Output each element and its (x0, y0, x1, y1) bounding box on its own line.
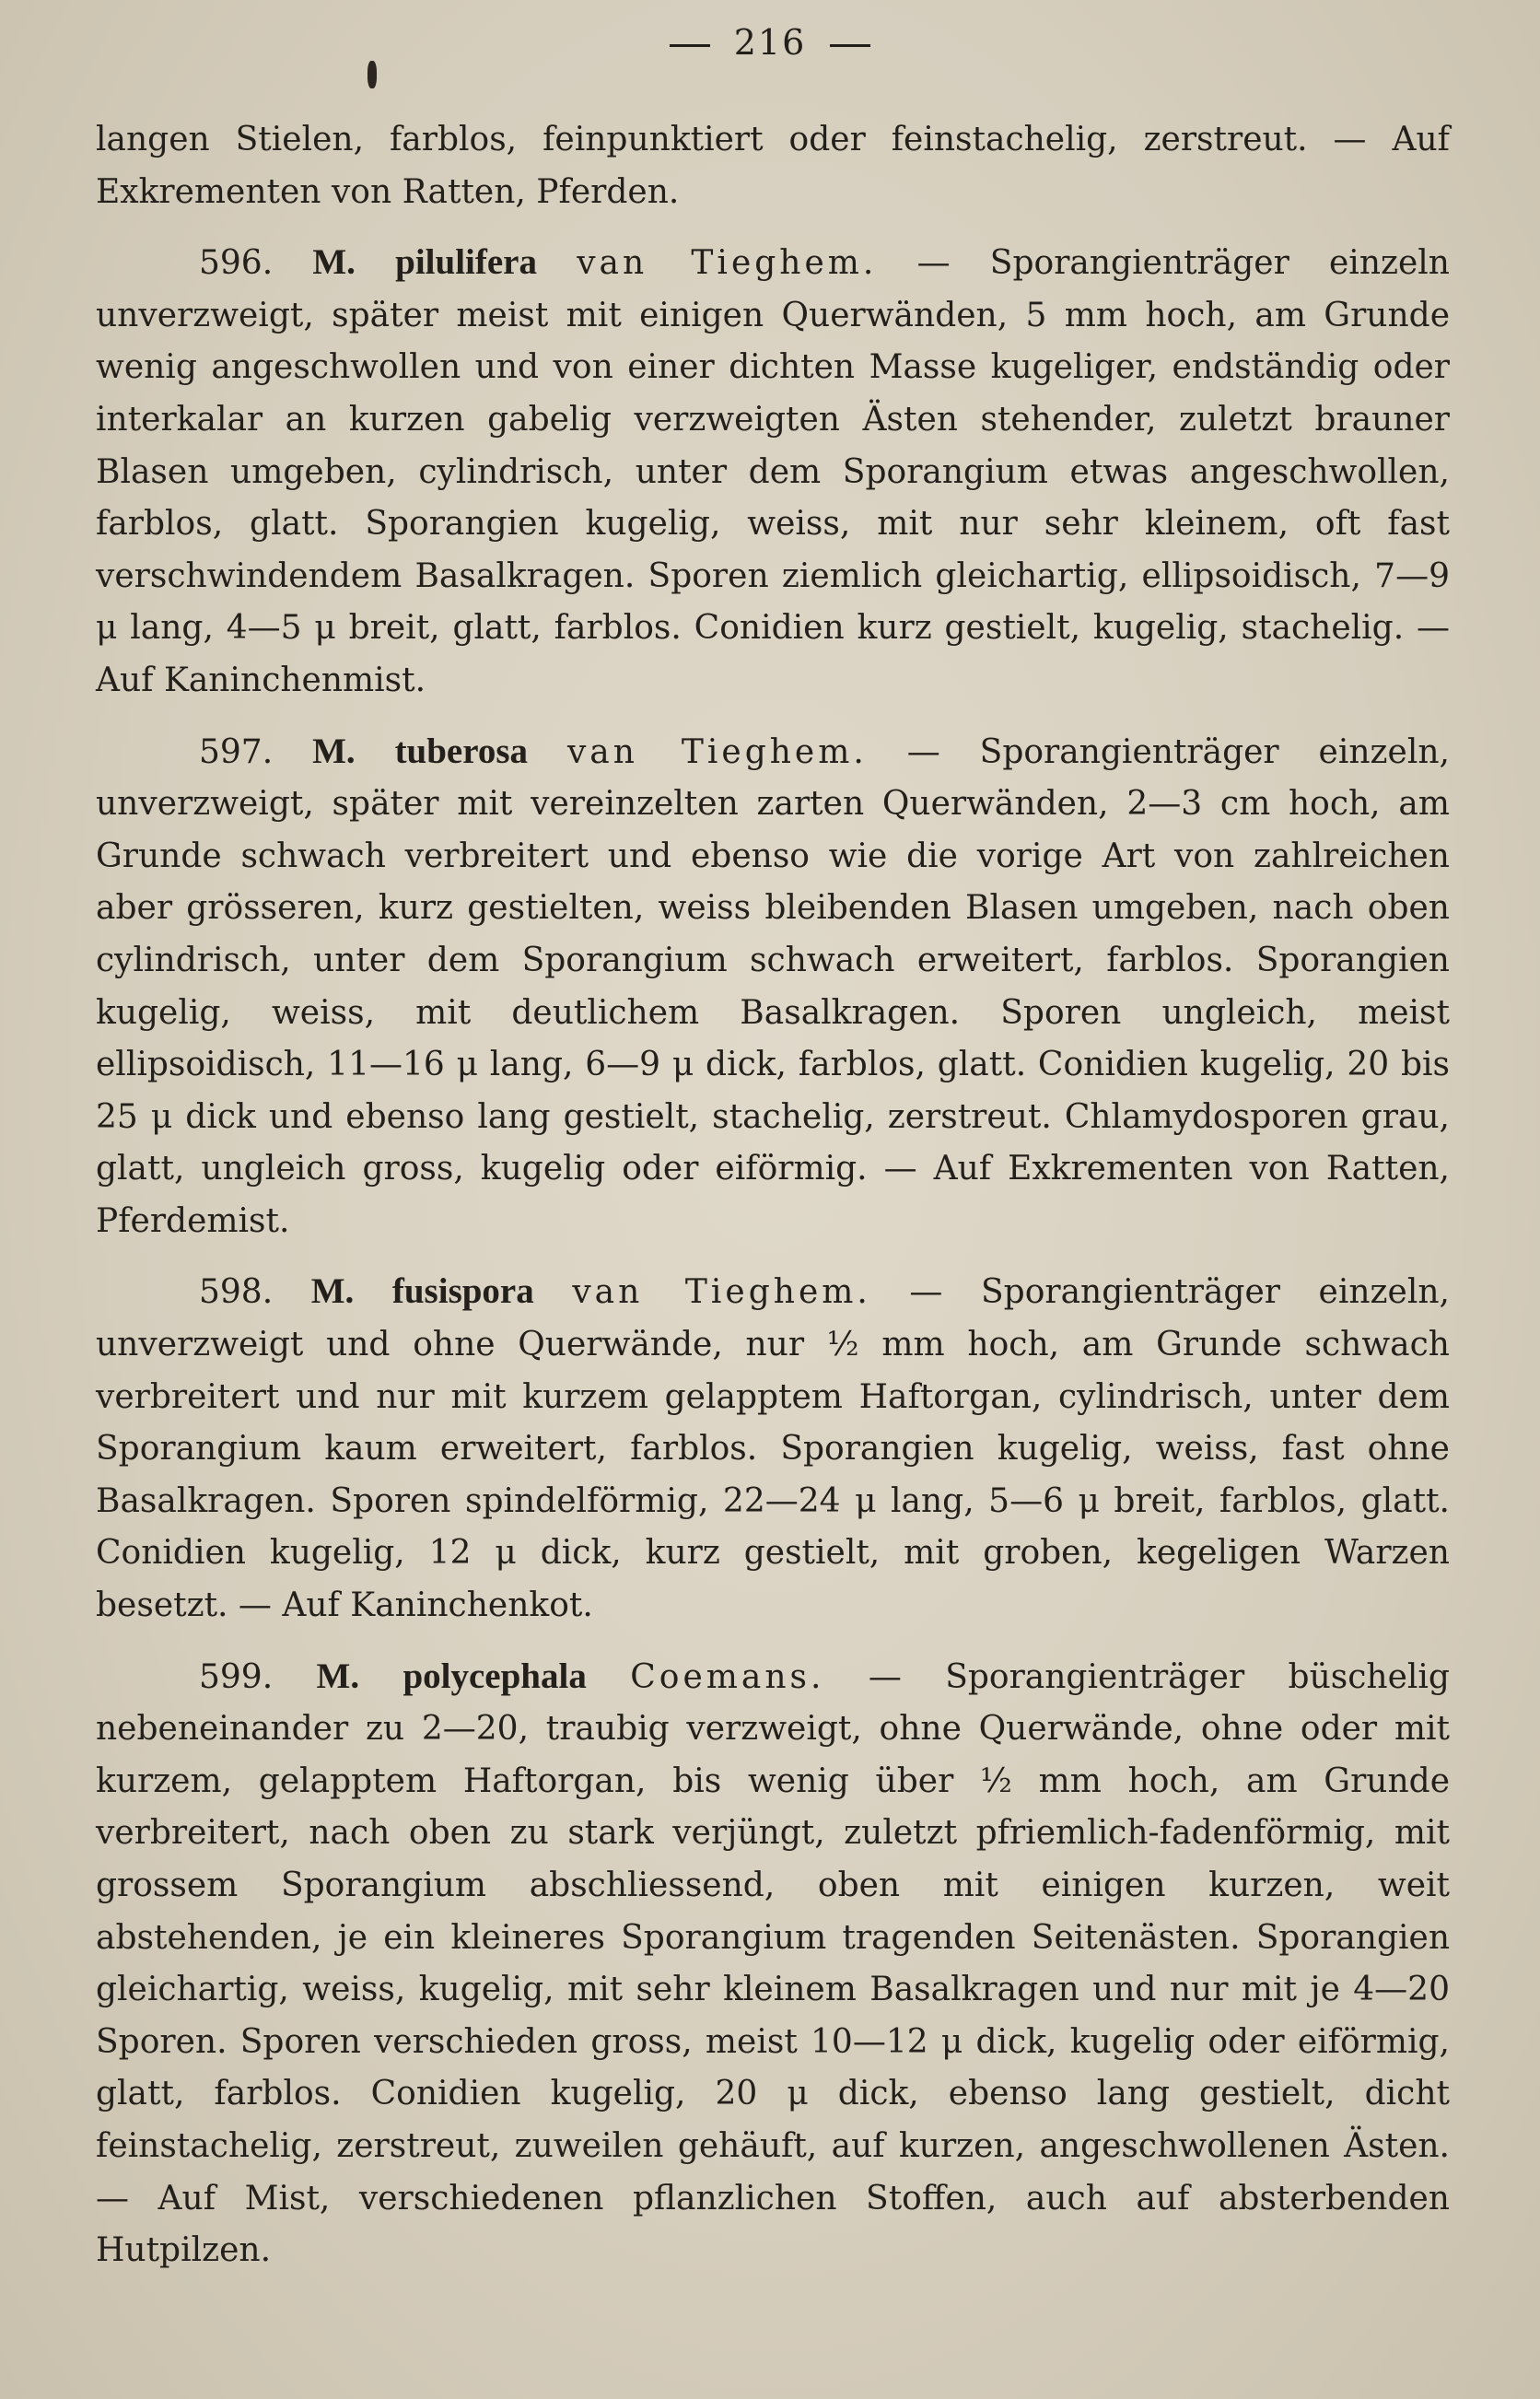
entry-number: 597. (199, 732, 274, 771)
entry-author: van Tieghem. (572, 1273, 871, 1312)
entry-genus: M. (312, 242, 356, 283)
entry-author: van Tieghem. (577, 244, 878, 283)
entry-author: van Tieghem. (566, 732, 868, 771)
entry-species: polycephala (402, 1656, 587, 1696)
entry-number: 598. (199, 1273, 274, 1312)
entry-number: 596. (199, 244, 274, 283)
species-entry-597 (96, 726, 1450, 1248)
entry-description: — Sporangienträger büschelig nebeneinander zu 2—20, traubig verzweigt, ohne Querwände, ohne oder mit kurzem, gelapptem Haftorgan, bis wenig über ½ mm hoch, am Grunde verbreitert, nach oben zu stark verjüngt, zuletzt pfriemlich-fadenförmig, mit grossem Sporangium abschliessend, oben mit einigen kurzen, weit abstehenden, je ein kleineres Sporangium tragenden Seitenästen. Sporangien gleichartig, weiss, kugelig, mit sehr kleinem Basalkragen und nur mit je 4—20 Sporen. Sporen verschieden gross, meist 10—12 μ dick, kugelig oder eiförmig, glatt, farblos. Conidien kugelig, 20 μ dick, ebenso lang gestielt, dicht feinstachelig, zerstreut, zuweilen gehäuft, auf kurzen, angeschwollenen Ästen. — Auf Mist, verschiedenen pflanzlichen Stoffen, auch auf absterbenden Hutpilzen. (96, 1657, 1450, 2270)
dash-left (670, 44, 710, 47)
entry-description: — Sporangienträger einzeln, unverzweigt und ohne Querwände, nur ½ mm hoch, am Grunde schwach verbreitert und nur mit kurzem gelapptem Haftorgan, cylindrisch, unter dem Sporangium kaum erweitert, farblos. Sporangien kugelig, weiss, fast ohne Basalkragen. Sporen spindelförmig, 22—24 μ lang, 5—6 μ breit, farblos, glatt. Conidien kugelig, 12 μ dick, kurz gestielt, mit groben, kegeligen Warzen besetzt. — Auf Kaninchenkot. (96, 1273, 1450, 1625)
print-speck (368, 61, 377, 88)
entry-author: Coemans. (630, 1657, 825, 1696)
species-entry-596 (96, 237, 1450, 707)
entry-description: — Sporangienträger einzeln unverzweigt, später meist mit einigen Querwänden, 5 mm hoch, am Grunde wenig angeschwollen und von einer dichten Masse kugeliger, endständig oder interkalar an kurzen gabelig verzweigten Ästen stehender, zuletzt brauner Blasen umgeben, cylindrisch, unter dem Sporangium etwas angeschwollen, farblos, glatt. Sporangien kugelig, weiss, mit nur sehr kleinem, oft fast verschwindendem Basalkragen. Sporen ziemlich gleichartig, ellipsoidisch, 7—9 μ lang, 4—5 μ breit, glatt, farblos. Conidien kurz gestielt, kugelig, stachelig. — Auf Kaninchenmist. (96, 244, 1450, 699)
entry-description: — Sporangienträger einzeln, unverzweigt, später mit vereinzelten zarten Querwänden, 2—3 cm hoch, am Grunde schwach verbreitert und ebenso wie die vorige Art von zahlreichen aber grösseren, kurz gestielten, weiss bleibenden Blasen umgeben, nach oben cylindrisch, unter dem Sporangium schwach erweitert, farblos. Sporangien kugelig, weiss, mit deutlichem Basalkragen. Sporen ungleich, meist ellipsoidisch, 11—16 μ lang, 6—9 μ dick, farblos, glatt. Conidien kugelig, 20 bis 25 μ dick und ebenso lang gestielt, stachelig, zerstreut. Chlamydosporen grau, glatt, ungleich gross, kugelig oder eiförmig. — Auf Exkrementen von Ratten, Pferdemist. (96, 732, 1450, 1240)
page-number: 216 (733, 22, 807, 63)
continued-paragraph: langen Stielen, farblos, feinpunktiert oder feinstachelig, zerstreut. — Auf Exkrementen von Ratten, Pferden. (96, 121, 1450, 211)
entry-species: pilulifera (395, 242, 537, 283)
entry-genus: M. (310, 1271, 355, 1312)
page-number-header (0, 22, 1540, 63)
dash-right (830, 44, 870, 47)
species-entry-599 (96, 1651, 1450, 2277)
entry-genus: M. (312, 731, 356, 771)
entry-genus: M. (316, 1656, 360, 1696)
entry-species: tuberosa (394, 731, 529, 771)
entry-number: 599. (199, 1657, 274, 1696)
body-text (96, 114, 1450, 2296)
entry-species: fusispora (391, 1271, 534, 1312)
species-entry-598 (96, 1266, 1450, 1632)
